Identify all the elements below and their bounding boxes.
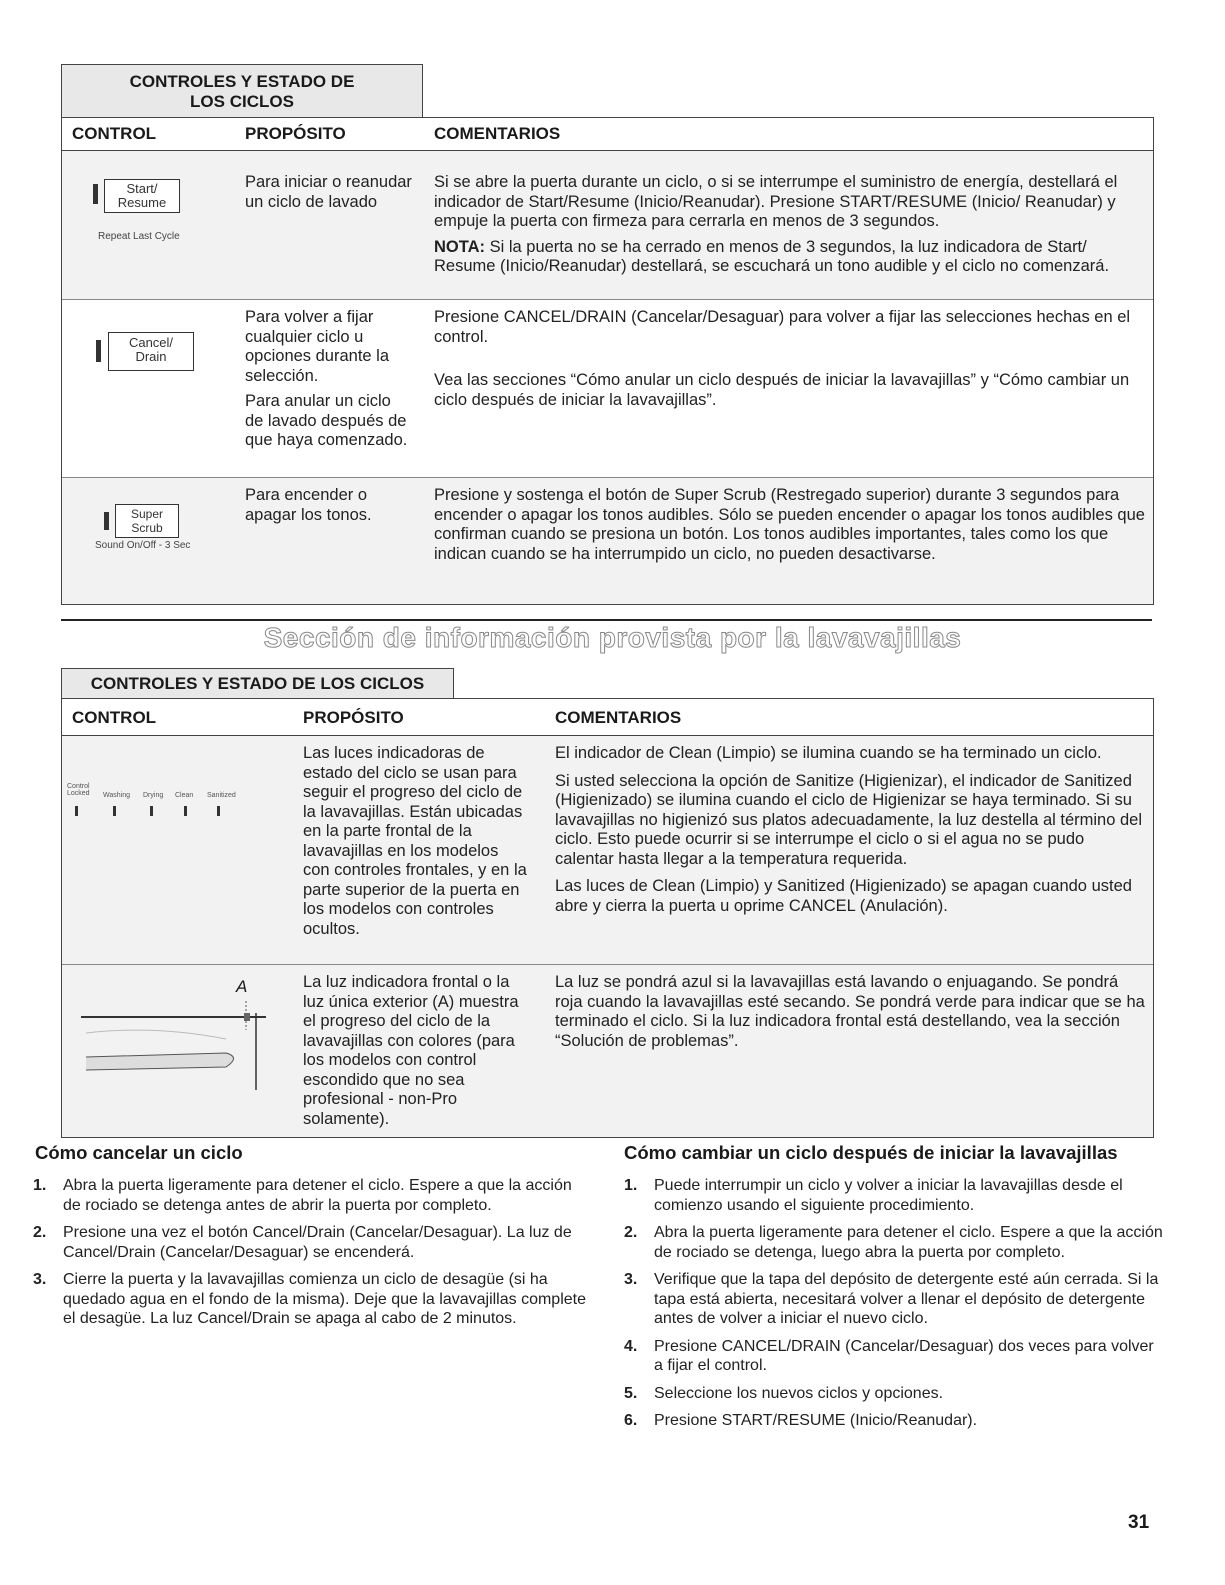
button-indicator-bar [96,340,101,362]
button-caption: Sound On/Off - 3 Sec [95,540,191,551]
comment-paragraph: Las luces de Clean (Limpio) y Sanitized (Higienizado) se apagan cuando usted abre y cierra la puerta u oprime CANCEL (Anulación). [555,877,1132,915]
table2-title-text: CONTROLES Y ESTADO DE LOS CICLOS [90,674,425,693]
button-label-line2: Drain [135,349,167,364]
cancel-cycle-heading: Cómo cancelar un ciclo [35,1142,243,1163]
status-light-label: Control Locked [67,783,90,797]
step-text: Cierre la puerta y la lavavajillas comienza un ciclo de desagüe (si ha quedado agua en el fondo de la misma). Deje que la lavavajillas complete el desagüe. La luz Cancel/Drain se apaga al cabo de 2 minutos. [63,1271,586,1327]
list-item: 3. Cierre la puerta y la lavavajillas comienza un ciclo de desagüe (si ha quedado agua en el fondo de la misma). Deje que la lavavajillas complete el desagüe. La luz Cancel/Drain se apaga al cabo de 2 minutos. [33,1271,586,1327]
purpose-paragraph: Para encender o apagar los tonos. [245,486,372,524]
table2-row-front-light [62,965,1153,1136]
comment-paragraph: La luz se pondrá azul si la lavavajillas está lavando o enjuagando. Se pondrá roja cuando la lavavajillas esté secando. Se pondrá verde para indicar que se ha terminado el ciclo. Si la luz indicadora frontal está destellando, vea la sección “Solución de problemas”. [555,973,1145,1050]
list-item: 5. Seleccione los nuevos ciclos y opciones. [624,1384,944,1402]
comments-text [434,486,1146,570]
purpose-text [303,744,528,945]
step-text: Abra la puerta ligeramente para detener el ciclo. Espere a que la acción de rociado se detenga antes de abrir la puerta por completo. [63,1177,572,1214]
cancel-cycle-steps [33,1176,593,1329]
button-indicator-bar [104,512,109,530]
clean-light-icon [184,806,187,816]
section-divider-line [61,619,1152,621]
button-label-line1: Start/ [126,181,158,196]
purpose-paragraph: La luz indicadora frontal o la luz única exterior (A) muestra el progreso del ciclo de la lavavajillas con colores (para los modelos con control escondido que no sea profesional - non-Pro solamente). [303,973,519,1128]
table1-title-line2: LOS CICLOS [190,92,294,111]
cancel-cycle-section [33,1142,593,1337]
start-resume-button-icon [104,179,180,213]
comment-paragraph: El indicador de Clean (Limpio) se ilumina cuando se ha terminado un ciclo. [555,744,1102,762]
list-item: 2. Presione una vez el botón Cancel/Drain (Cancelar/Desaguar). La luz de Cancel/Drain (Cancelar/Desaguar) se encenderá. [33,1224,572,1261]
table1 [61,117,1154,605]
door-light-illustration [76,995,271,1090]
header-control: CONTROL [72,708,157,727]
step-text: Presione una vez el botón Cancel/Drain (Cancelar/Desaguar). La luz de Cancel/Drain (Cancelar/Desaguar) se encenderá. [63,1224,572,1261]
step-text: Verifique que la tapa del depósito de detergente esté aún cerrada. Si la tapa está abierta, necesitará volver a llenar el depósito de detergente antes de volver a iniciar el nuevo ciclo. [654,1271,1159,1327]
comments-text [555,973,1145,1057]
page-number: 31 [1128,1512,1150,1533]
button-label-line1: Cancel/ [128,335,174,350]
step-text: Seleccione los nuevos ciclos y opciones. [654,1384,944,1402]
status-light-label: Clean [175,792,194,799]
comments-text [434,308,1146,416]
super-scrub-button-icon [115,504,179,538]
comment-text: Si la puerta no se ha cerrado en menos de 3 segundos, la luz indicadora de Start/ Resume (Inicio/Reanudar) destellará, se escuchará un tono audible y el ciclo no comenzará. [434,237,1110,275]
table1-row-start-resume [62,151,1153,300]
list-item: 1. Puede interrumpir un ciclo y volver a iniciar la lavavajillas desde el comienzo usando el siguiente procedimiento. [624,1177,1123,1214]
status-light-label: Washing [103,792,130,799]
purpose-paragraph: Para volver a fijar cualquier ciclo u opciones durante la selección. [245,308,390,385]
change-cycle-section [624,1142,1164,1439]
step-text: Presione START/RESUME (Inicio/Reanudar). [654,1412,978,1429]
comment-note [434,238,1146,277]
comments-text [555,744,1145,922]
table2-title [61,668,454,698]
section-title: Sección de información provista por la lavavajillas [263,622,962,653]
button-indicator-bar [93,184,98,204]
light-label-a: A [236,977,248,996]
list-item: 2. Abra la puerta ligeramente para detener el ciclo. Espere a que la acción de rociado se detenga, luego abra la puerta por completo. [624,1224,1163,1261]
purpose-text [245,308,410,457]
comment-paragraph: Vea las secciones “Cómo anular un ciclo después de iniciar la lavavajillas” y “Cómo cambiar un ciclo después de iniciar la lavavajillas”. [434,371,1130,409]
comment-text: Si se abre la puerta durante un ciclo, o si se interrumpe el suministro de energía, destellará el indicador de Start/Resume (Inicio/Reanudar). Presione START/RESUME (Inicio/ Reanudar) y empuje la puerta con firmeza para cerrarla en menos de 3 segundos. [434,173,1118,230]
change-cycle-steps [624,1176,1164,1431]
cancel-drain-button-icon [108,332,194,371]
status-light-label: Drying [143,792,164,799]
purpose-text [303,973,535,1135]
comment-paragraph [434,173,1146,232]
header-purpose: PROPÓSITO [245,124,346,143]
drying-light-icon [150,806,153,816]
comments-text [434,173,1146,283]
table1-row-super-scrub [62,478,1153,603]
purpose-paragraph: Para anular un ciclo de lavado después de que haya comenzado. [245,392,408,449]
button-label-line2: Scrub [131,521,163,535]
purpose-paragraph: Para iniciar o reanudar un ciclo de lavado [245,173,412,211]
locked-light-icon [75,806,78,816]
comment-paragraph: Presione y sostenga el botón de Super Scrub (Restregado superior) durante 3 segundos para encender o apagar los tonos audibles. Sólo se pueden encender o apagar los tonos audibles que confirman cuando se presiona un botón. Los tonos audibles importantes, tales como los que indican cuando se ha interrumpido un ciclo, no pueden desactivarse. [434,486,1145,563]
step-text: Presione CANCEL/DRAIN (Cancelar/Desaguar) dos veces para volver a fijar el control. [654,1337,1154,1374]
sanitized-light-icon [217,806,220,816]
comment-paragraph: Presione CANCEL/DRAIN (Cancelar/Desaguar) para volver a fijar las selecciones hechas en el control. [434,308,1131,346]
header-purpose: PROPÓSITO [303,708,404,727]
step-text: Puede interrumpir un ciclo y volver a iniciar la lavavajillas desde el comienzo usando el siguiente procedimiento. [654,1177,1123,1214]
list-item: 3. Verifique que la tapa del depósito de detergente esté aún cerrada. Si la tapa está abierta, necesitará volver a llenar el depósito de detergente antes de volver a iniciar el nuevo ciclo. [624,1271,1159,1327]
note-label: NOTA: [434,237,486,256]
status-light-label: Sanitized [207,792,236,799]
change-cycle-heading: Cómo cambiar un ciclo después de iniciar la lavavajillas [624,1142,1118,1163]
header-comments: COMENTARIOS [555,708,682,727]
list-item: 1. Abra la puerta ligeramente para detener el ciclo. Espere a que la acción de rociado se detenga antes de abrir la puerta por completo. [33,1177,572,1214]
list-item: 4. Presione CANCEL/DRAIN (Cancelar/Desaguar) dos veces para volver a fijar el control. [624,1337,1154,1374]
button-label-line2: Resume [117,195,167,210]
table1-title-line1: CONTROLES Y ESTADO DE [129,72,355,91]
button-label-line1: Super [130,507,164,521]
purpose-text [245,486,405,531]
purpose-text [245,173,415,218]
washing-light-icon [113,806,116,816]
header-control: CONTROL [72,124,157,143]
table2-row-status-lights [62,736,1153,965]
step-text: Abra la puerta ligeramente para detener el ciclo. Espere a que la acción de rociado se detenga, luego abra la puerta por completo. [654,1224,1163,1261]
table1-row-cancel-drain [62,300,1153,478]
comment-paragraph: Si usted selecciona la opción de Sanitize (Higienizar), el indicador de Sanitized (Higienizado) se ilumina cuando el ciclo de Higienizar se haya terminado. Si su lavavajillas no higienizó sus platos adecuadamente, la luz destella al término del ciclo. Esto puede ocurrir si se interrumpe el ciclo o si el agua no se pudo calentar hasta llegar a la temperatura requerida. [555,771,1143,868]
table1-header [62,118,1153,151]
purpose-paragraph: Las luces indicadoras de estado del ciclo se usan para seguir el progreso del ciclo de la lavavajillas. Están ubicadas en la parte frontal de la lavavajillas en los modelos con controles frontales, y en la parte superior de la puerta en los modelos con controles ocultos. [303,744,527,938]
list-item: 6. Presione START/RESUME (Inicio/Reanudar). [624,1412,978,1429]
table1-title [61,64,423,117]
button-caption: Repeat Last Cycle [98,231,180,242]
table2 [61,698,1154,1138]
header-comments: COMENTARIOS [434,124,561,143]
table2-header [62,699,1153,736]
